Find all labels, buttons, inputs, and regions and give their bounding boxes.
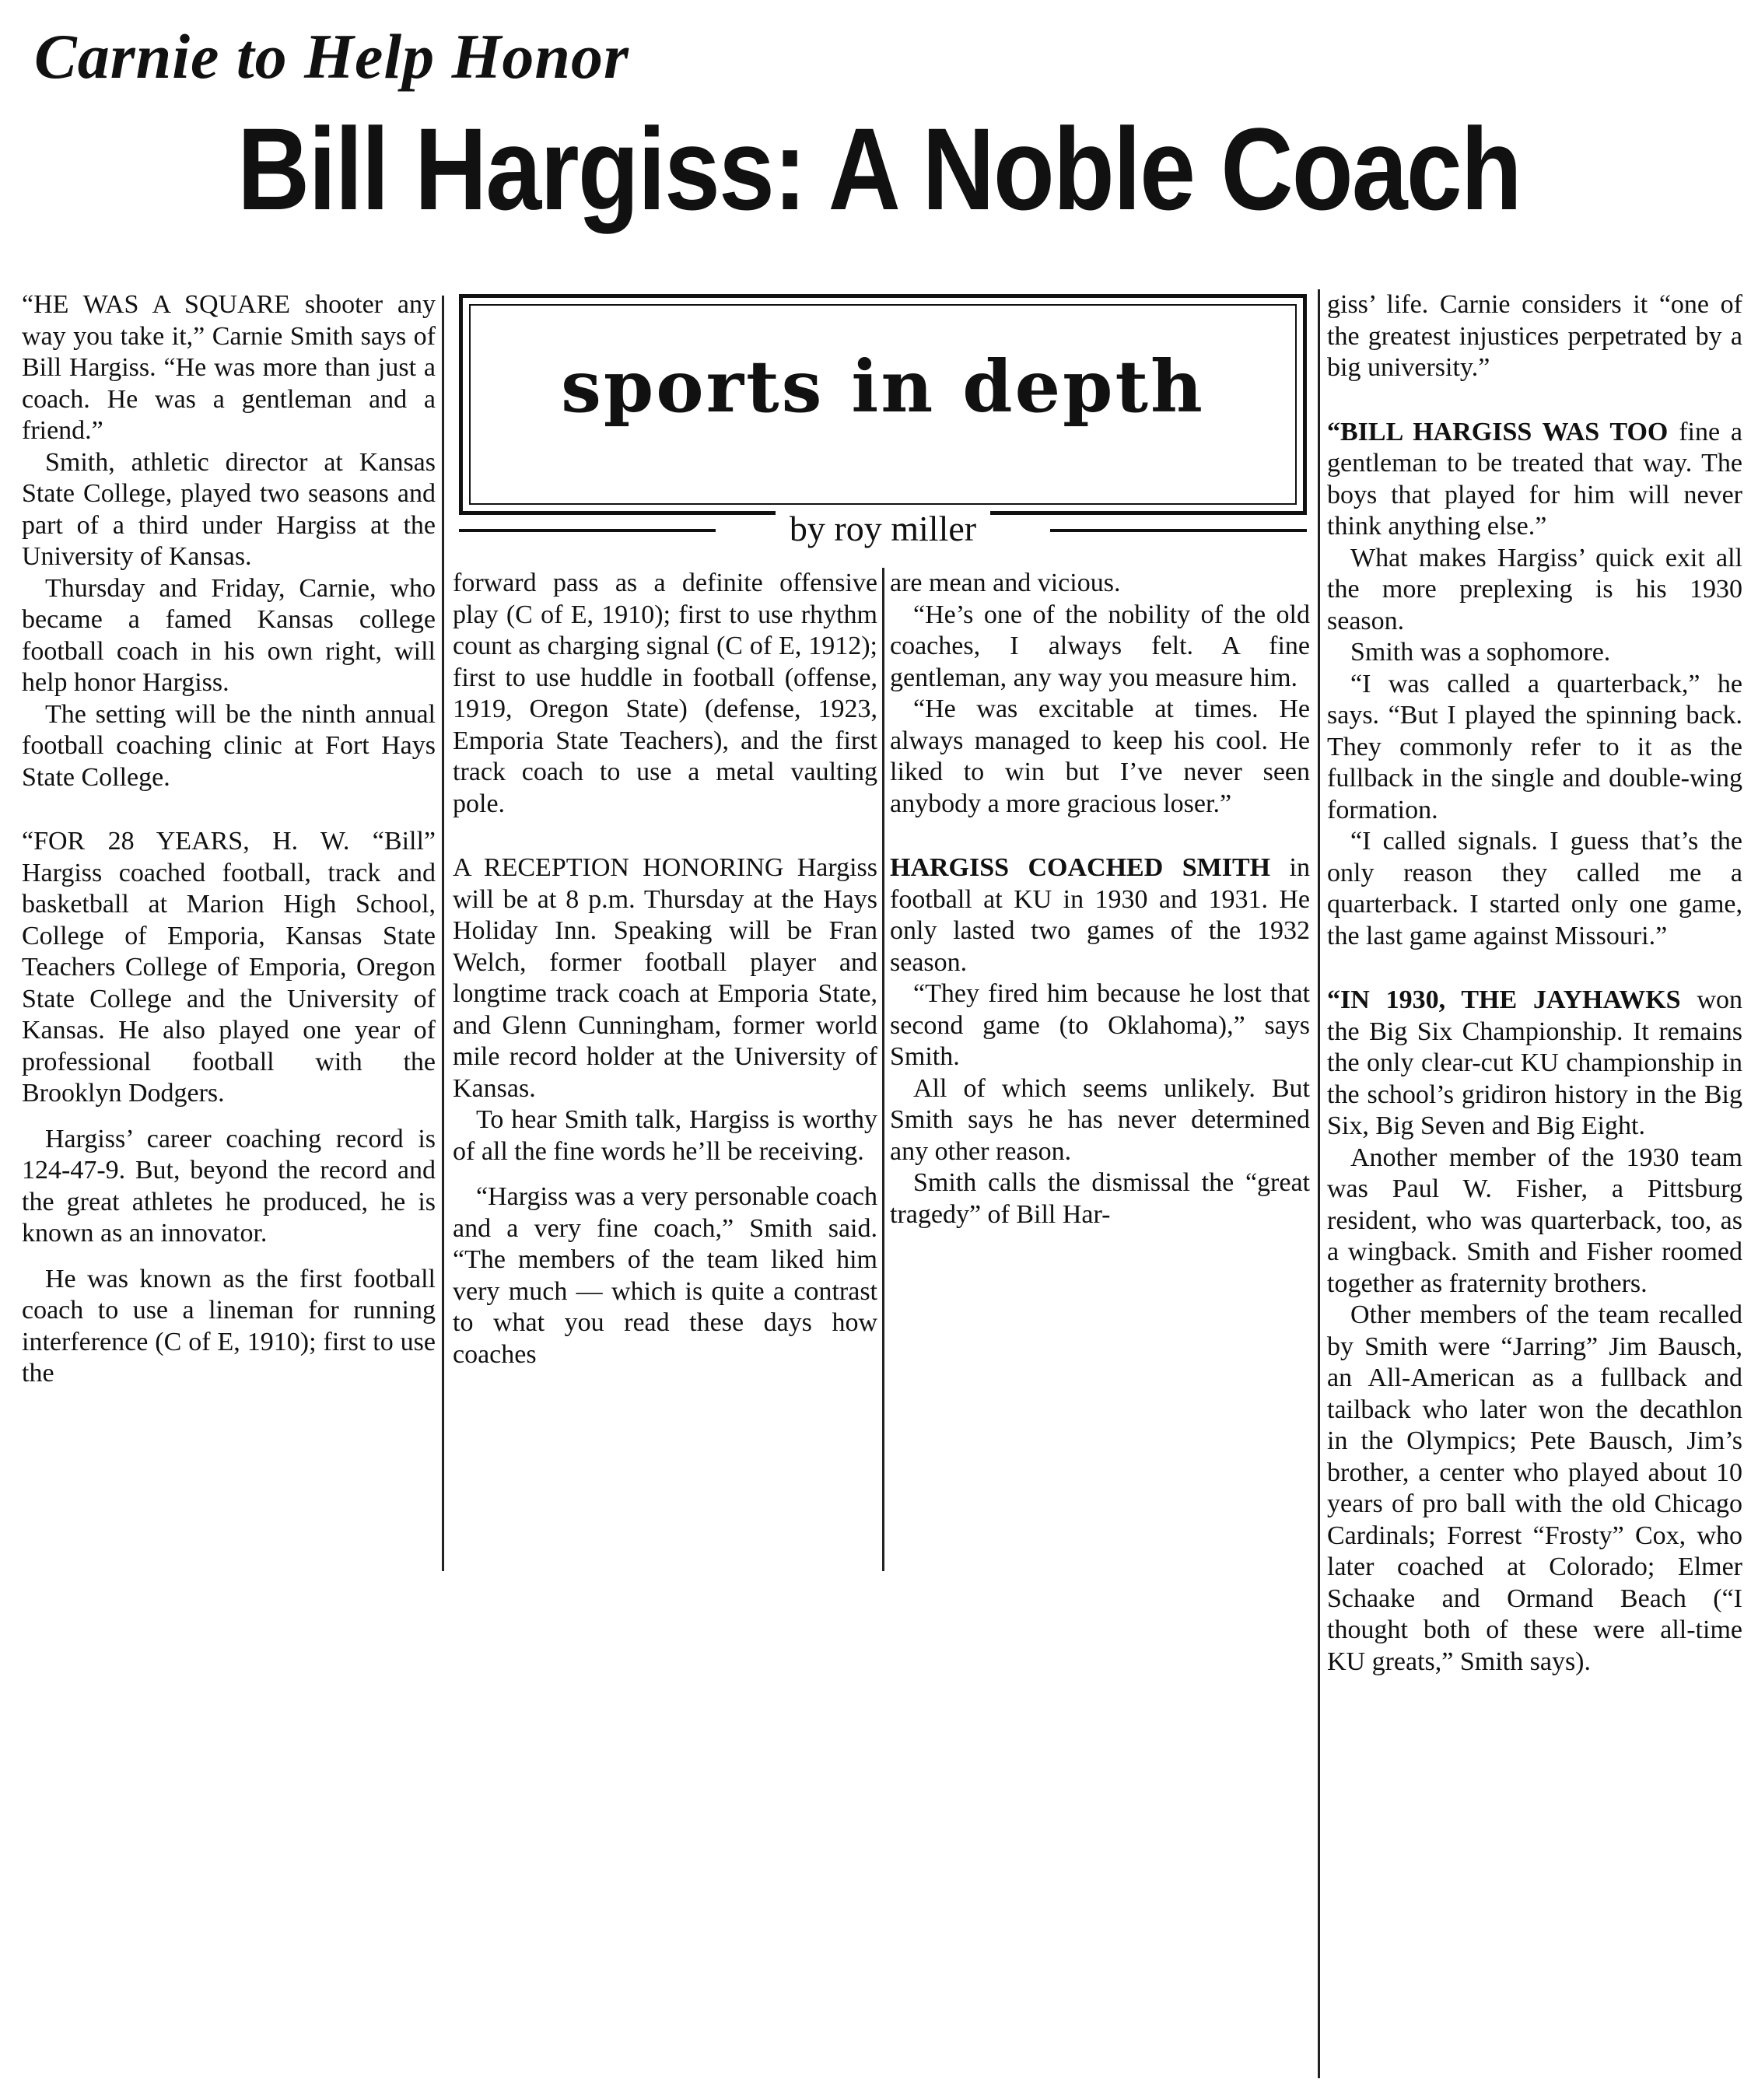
- byline-text: by roy miller: [776, 509, 990, 548]
- lead-in-caps: HARGISS COACHED SMITH: [890, 853, 1271, 882]
- lead-in-caps: “BILL HARGISS WAS TOO: [1327, 417, 1669, 446]
- paragraph: “Hargiss was a very personable coach and a very fine coach,” Smith said. “The members of the team liked him very much — which is quite a contrast to what you read these days how coaches: [453, 1182, 877, 1369]
- column-title: sports in depth: [561, 345, 1205, 429]
- paragraph: giss’ life. Carnie considers it “one of the greatest injustices perpetrated by a big university.”: [1327, 290, 1742, 382]
- paragraph: “They fired him because he lost that second game (to Oklahoma),” says Smith.: [890, 979, 1310, 1071]
- byline-bar: [459, 507, 1307, 554]
- column-rule-1: [442, 296, 444, 1571]
- paragraph: The setting will be the ninth annual football coaching clinic at Fort Hays State College.: [22, 699, 436, 792]
- section-paragraph: “BILL HARGISS WAS TOO fine a gentleman to be treated that way. The boys that played for him will never think anything else.”: [1327, 417, 1742, 541]
- lead-in-caps: “IN 1930, THE JAYHAWKS: [1327, 985, 1681, 1014]
- paragraph: Another member of the 1930 team was Paul W. Fisher, a Pittsburg resident, who was quarterback, too, as a wingback. Smith and Fisher roomed together as fraternity brothers.: [1327, 1143, 1742, 1298]
- paragraph: “He was excitable at times. He always managed to keep his cool. He liked to win but I’ve never seen anybody a more gracious loser.”: [890, 695, 1310, 818]
- article-kicker: Carnie to Help Honor: [34, 21, 629, 92]
- paragraph: “I called signals. I guess that’s the only reason they called me a quarterback. I started only one game, the last game against Missouri.”: [1327, 827, 1742, 950]
- paragraph: “HE WAS A SQUARE shooter any way you take it,” Carnie Smith says of Bill Hargiss. “He was more than just a coach. He was a gentleman and a friend.”: [22, 290, 436, 445]
- section-paragraph: “FOR 28 YEARS, H. W. “Bill” Hargiss coached football, track and basketball at Marion High School, College of Emporia, Kansas State Teachers College of Emporia, Oregon State College and the University of Kansas. He also played one year of professional football with the Brooklyn Dodgers.: [22, 827, 436, 1108]
- article-column-3: [890, 568, 1310, 1230]
- paragraph: “He’s one of the nobility of the old coaches, I always felt. A fine gentleman, any way you measure him.: [890, 600, 1310, 692]
- paragraph: are mean and vicious.: [890, 569, 1121, 597]
- paragraph: Smith calls the dismissal the “great tragedy” of Bill Har-: [890, 1168, 1310, 1229]
- paragraph: Smith, athletic director at Kansas State College, played two seasons and part of a third under Hargiss at the University of Kansas.: [22, 447, 436, 571]
- paragraph: Thursday and Friday, Carnie, who became a famed Kansas college football coach in his own right, will help honor Hargiss.: [22, 573, 436, 697]
- paragraph: Smith was a sophomore.: [1350, 638, 1611, 667]
- paragraph: All of which seems unlikely. But Smith says he has never determined any other reason.: [890, 1073, 1310, 1166]
- paragraph: What makes Hargiss’ quick exit all the more preplexing is his 1930 season.: [1327, 543, 1742, 635]
- article-column-4: [1327, 289, 1742, 1678]
- article-column-1: [22, 289, 436, 1390]
- paragraph: He was known as the first football coach to use a lineman for running interference (C of E, 1910); first to use the: [22, 1264, 436, 1388]
- paragraph: Hargiss’ career coaching record is 124-47-9. But, beyond the record and the great athletes he produced, he is known as an innovator.: [22, 1124, 436, 1248]
- article-headline: Bill Hargiss: A Noble Coach: [237, 103, 1521, 234]
- paragraph: “I was called a quarterback,” he says. “But I played the spinning back. They commonly refer to it as the fullback in the single and double-wing formation.: [1327, 669, 1742, 824]
- section-paragraph: A RECEPTION HONORING Hargiss will be at 8 p.m. Thursday at the Hays Holiday Inn. Speaking will be Fran Welch, former football player and longtime track coach at Emporia State, and Glenn Cunningham, former world mile record holder at the University of Kansas.: [453, 853, 877, 1103]
- paragraph: Other members of the team recalled by Smith were “Jarring” Jim Bausch, an All-American as a fullback and tailback who later won the decathlon in the Olympics; Pete Bausch, Jim’s brother, a center who played about 10 years of pro ball with the old Chicago Cardinals; Forrest “Frosty” Cox, who later coached at Colorado; Elmer Schaake and Ormand Beach (“I thought both of these were all-time KU greats,” Smith says).: [1327, 1300, 1742, 1676]
- column-logo-box: [459, 294, 1307, 515]
- paragraph: To hear Smith talk, Hargiss is worthy of all the fine words he’ll be receiving.: [453, 1105, 877, 1166]
- byline: [459, 507, 1307, 551]
- paragraph: forward pass as a definite offensive play (C of E, 1910); first to use rhythm count as charging signal (C of E, 1912); first to use huddle in football (offense, 1919, Oregon State) (defense, 1923, Emporia State Teachers), and the first track coach to use a metal vaulting pole.: [453, 569, 877, 818]
- column-rule-3: [1318, 289, 1320, 2078]
- column-rule-2: [882, 568, 884, 1571]
- section-paragraph: “IN 1930, THE JAYHAWKS won the Big Six Championship. It remains the only clear-cut KU championship in the school’s gridiron history in the Big Six, Big Seven and Big Eight.: [1327, 985, 1742, 1140]
- article-column-2: [453, 568, 877, 1370]
- section-paragraph: HARGISS COACHED SMITH in football at KU in 1930 and 1931. He only lasted two games of the 1932 season.: [890, 853, 1310, 977]
